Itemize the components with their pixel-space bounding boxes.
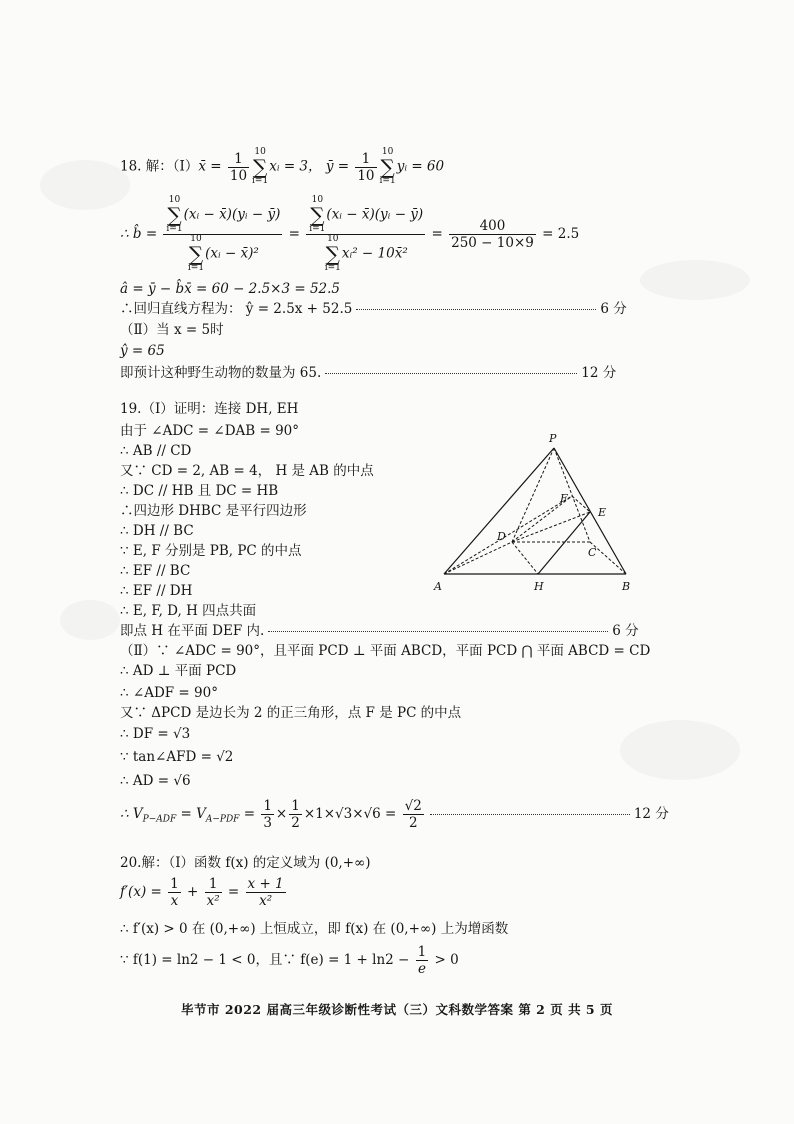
q19-volume: ∴ $V_{P-ADF} = V_{A-PDF}$ = $\frac{1}{3}$ × $\frac{1}{2}$ ×1×√3×√6 = $\frac{√2}{2}$ 12 分 xyxy=(120,798,669,831)
q19-line: ∴ ∠ADF = 90° xyxy=(120,685,218,701)
q19-line: （Ⅱ）∵ ∠ADC = 90°，且平面 PCD ⊥ 平面 ABCD，平面 PCD ⋂ 平面 ABCD = CD xyxy=(120,643,651,659)
pyramid-figure xyxy=(430,430,640,600)
edge-PA xyxy=(444,448,554,574)
scan-smudge xyxy=(640,260,750,300)
label-C: C xyxy=(588,546,597,559)
edge-AF xyxy=(444,496,572,574)
q19-line: 即点 H 在平面 DEF 内. 6 分 xyxy=(120,623,639,639)
scan-smudge xyxy=(60,600,120,640)
edge-HE xyxy=(538,512,590,574)
q19-line: 又∵ CD = 2, AB = 4， H 是 AB 的中点 xyxy=(120,463,374,479)
q20-line: ∴ f′(x) > 0 在 (0,+∞) 上恒成立，即 f(x) 在 (0,+∞) 上为增函数 xyxy=(120,921,509,937)
q19-line: ∴ DH // BC xyxy=(120,523,194,539)
label-E: E xyxy=(598,506,607,519)
scan-smudge xyxy=(40,160,130,210)
q19-line: ∵ E, F 分别是 PB, PC 的中点 xyxy=(120,543,302,559)
q19-line: ∴四边形 DHBC 是平行四边形 xyxy=(120,503,307,519)
q19-line: 19.（Ⅰ）证明：连接 DH, EH xyxy=(120,401,299,417)
label-B: B xyxy=(622,580,631,593)
q19-line: ∴ EF // DH xyxy=(120,583,193,599)
q18-prediction: ŷ = 65 xyxy=(120,343,165,359)
edge-DE xyxy=(512,512,590,542)
q19-line: ∴ AD = √6 xyxy=(120,773,191,789)
q19-line: ∴ EF // BC xyxy=(120,563,191,579)
label-P: P xyxy=(549,432,557,445)
q19-line: 由于 ∠ADC = ∠DAB = 90° xyxy=(120,423,300,439)
q18-part2: （Ⅱ）当 x = 5时 xyxy=(120,322,224,338)
scan-smudge xyxy=(620,720,740,780)
q19-line: ∴ DC // HB 且 DC = HB xyxy=(120,483,279,499)
edge-PD xyxy=(512,448,554,542)
q19-line: ∴ DF = √3 xyxy=(120,726,191,742)
label-H: H xyxy=(534,580,544,593)
q20-derivative: f′(x) = $\frac{1}{x}$ + $\frac{1}{\text{x²}}$ = $\frac{x + 1}{\text{x²}}$ xyxy=(120,876,284,909)
edge-FE xyxy=(572,496,590,512)
q18-conclusion: 即预计这种野生动物的数量为 65. 12 分 xyxy=(120,365,617,381)
q18-means-line: 18. 解：（Ⅰ）x̄ = $\frac{1}{10}$ 10 ∑ i=1xᵢ = 3， ȳ = $\frac{1}{10}$ 10 ∑ i=1yᵢ = 60 xyxy=(120,147,445,186)
q18-slope-formula: ∴ b̂ = 10 ∑ i=1(xᵢ − x̄)(yᵢ − ȳ) 10 ∑ i=1(xᵢ − x̄)² = 10 ∑ i=1(xᵢ − x̄)(yᵢ − ȳ) 10 ∑ i=1xᵢ² − 10x̄² = $\frac{400}{250 - 10\times 9}$ = 2.5 xyxy=(120,195,580,273)
q19-line: ∴ AB // CD xyxy=(120,443,192,459)
q18-regression-line: ∴回归直线方程为： ŷ = 2.5x + 52.5 6 分 xyxy=(120,301,627,317)
q19-line: 又∵ ΔPCD 是边长为 2 的正三角形，点 F 是 PC 的中点 xyxy=(120,705,462,721)
label-D: D xyxy=(497,530,506,543)
edge-AD xyxy=(444,542,512,574)
q18-intercept: â = ȳ − b̂x̄ = 60 − 2.5×3 = 52.5 xyxy=(120,281,341,297)
label-F: F xyxy=(560,492,568,505)
q19-line: ∵ tan∠AFD = √2 xyxy=(120,749,234,765)
q19-line: ∴ AD ⊥ 平面 PCD xyxy=(120,663,237,679)
label-A: A xyxy=(434,580,442,593)
q19-line: ∴ E, F, D, H 四点共面 xyxy=(120,603,257,619)
q20-line: ∵ f(1) = ln2 − 1 < 0，且∵ f(e) = 1 + ln2 − $\frac{1}{e}$ > 0 xyxy=(120,944,459,977)
page-footer: 毕节市 2022 届高三年级诊断性考试（三）文科数学答案 第 2 页 共 5 页 xyxy=(180,1002,613,1017)
edge-DH xyxy=(512,542,538,574)
q20-line: 20.解：（Ⅰ）函数 f(x) 的定义域为 (0,+∞) xyxy=(120,855,371,871)
